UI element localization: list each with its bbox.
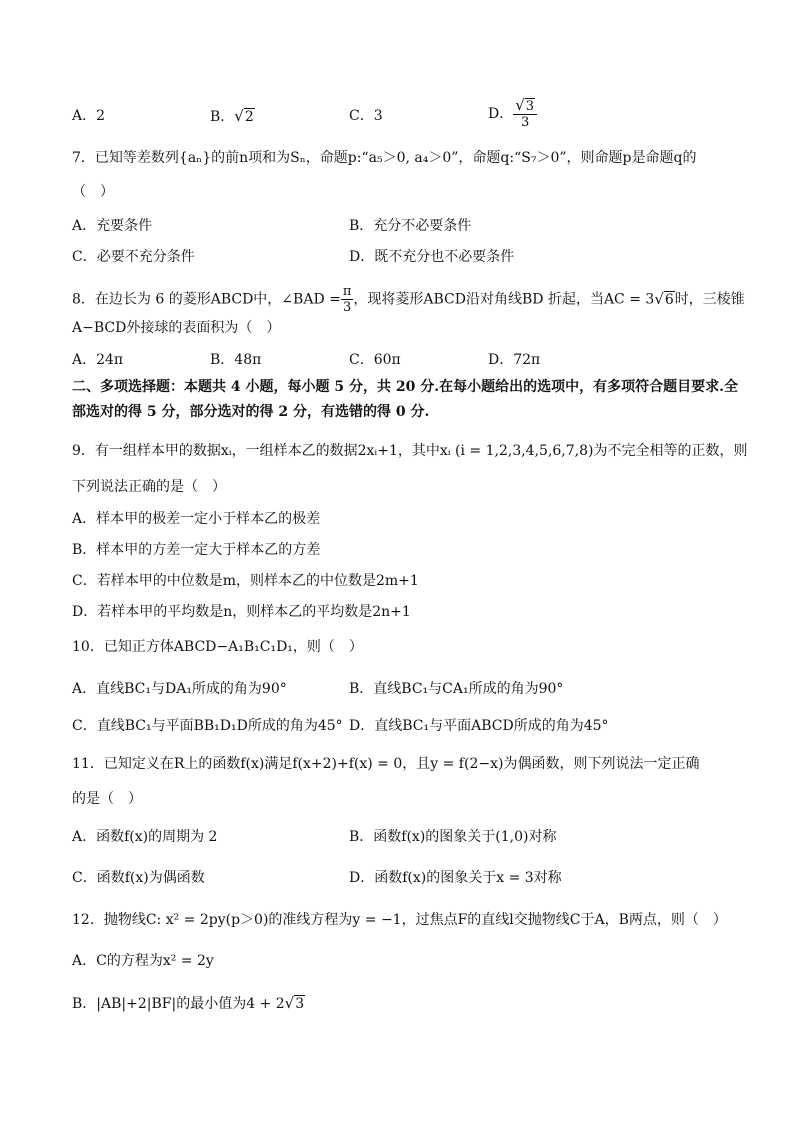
q10-option-a: A．直线BC₁与DA₁所成的角为90° xyxy=(72,681,287,697)
q7-option-c: C．必要不充分条件 xyxy=(72,249,195,265)
q8-option-c: C．60π xyxy=(349,352,401,368)
q11-option-d: D．函数f(x)的图象关于x = 3对称 xyxy=(349,870,562,886)
sqrt-symbol: √3 xyxy=(284,994,305,1012)
q6-option-b-label: B． xyxy=(210,109,235,125)
q8-stem-line2: A−BCD外接球的表面积为（ ） xyxy=(72,320,281,336)
q10-stem: 10．已知正方体ABCD−A₁B₁C₁D₁，则（ ） xyxy=(72,639,363,655)
q11-stem-line1: 11．已知定义在R上的函数f(x)满足f(x+2)+f(x) = 0，且y = f(2−x)为偶函数，则下列说法一定正确 xyxy=(72,756,700,772)
section-heading-line1: 二、多项选择题：本题共 4 小题，每小题 5 分，共 20 分.在每小题给出的选项中，有多项符合题目要求.全 xyxy=(72,379,738,395)
q11-option-a: A．函数f(x)的周期为 2 xyxy=(72,829,218,845)
q7-stem-line2: （ ） xyxy=(72,184,114,200)
q9-option-a: A．样本甲的极差一定小于样本乙的极差 xyxy=(72,511,321,527)
fraction: $\frac{√3}{3}$ xyxy=(513,98,537,130)
q7-stem-line1: 7．已知等差数列{aₙ}的前n项和为Sₙ，命题p:“a₅＞0, a₄＞0”，命题q:“S₇＞0”，则命题p是命题q的 xyxy=(72,150,697,166)
fraction: $\frac{\pi}{3}$ xyxy=(342,284,352,315)
q12-option-b: B．|AB|+2|BF|的最小值为4 + 2√3 xyxy=(72,994,305,1012)
q9-option-d: D．若样本甲的平均数是n，则样本乙的平均数是2n+1 xyxy=(72,604,411,620)
q10-option-b: B．直线BC₁与CA₁所成的角为90° xyxy=(349,681,564,697)
section-heading-line2: 部选对的得 5 分，部分选对的得 2 分，有选错的得 0 分. xyxy=(72,404,430,420)
q8-stem-line1: 8．在边长为 6 的菱形ABCD中，∠BAD = $\frac{\pi}{3}$ ，现将菱形ABCD沿对角线BD 折起，当AC = 3√6时，三棱锥 xyxy=(72,284,745,315)
q6-option-d xyxy=(488,98,537,130)
q12-option-a: A．C的方程为x² = 2y xyxy=(72,953,214,969)
q6-option-c: C．3 xyxy=(349,108,383,124)
q10-option-d: D．直线BC₁与平面ABCD所成的角为45° xyxy=(349,718,609,734)
q9-option-c: C．若样本甲的中位数是m，则样本乙的中位数是2m+1 xyxy=(72,573,419,589)
q12-stem: 12．抛物线C: x² = 2py(p＞0)的准线方程为y = −1，过焦点F的直线l交抛物线C于A，B两点，则（ ） xyxy=(72,912,727,928)
q9-stem-line1: 9．有一组样本甲的数据xᵢ，一组样本乙的数据2xᵢ+1，其中xᵢ (i = 1,2,3,4,5,6,7,8)为不完全相等的正数，则 xyxy=(72,443,748,459)
q7-option-a: A．充要条件 xyxy=(72,218,153,234)
sqrt-symbol: √6 xyxy=(654,289,674,308)
q8-option-d: D．72π xyxy=(488,352,541,368)
q6-option-b xyxy=(210,106,255,127)
q11-option-b: B．函数f(x)的图象关于(1,0)对称 xyxy=(349,829,557,845)
q8-option-a: A．24π xyxy=(72,352,124,368)
q8-option-b: B．48π xyxy=(210,352,262,368)
q9-option-b: B．样本甲的方差一定大于样本乙的方差 xyxy=(72,542,321,558)
q11-stem-line2: 的是（ ） xyxy=(72,791,142,807)
q7-option-d: D．既不充分也不必要条件 xyxy=(349,249,515,265)
q6-option-d-label: D． xyxy=(488,106,514,122)
q10-option-c: C．直线BC₁与平面BB₁D₁D所成的角为45° xyxy=(72,718,343,734)
sqrt-symbol: √2 xyxy=(234,107,254,125)
q9-stem-line2: 下列说法正确的是（ ） xyxy=(72,479,226,495)
q11-option-c: C．函数f(x)为偶函数 xyxy=(72,870,205,886)
q7-option-b: B．充分不必要条件 xyxy=(349,218,472,234)
q6-option-a: A．2 xyxy=(72,108,106,124)
